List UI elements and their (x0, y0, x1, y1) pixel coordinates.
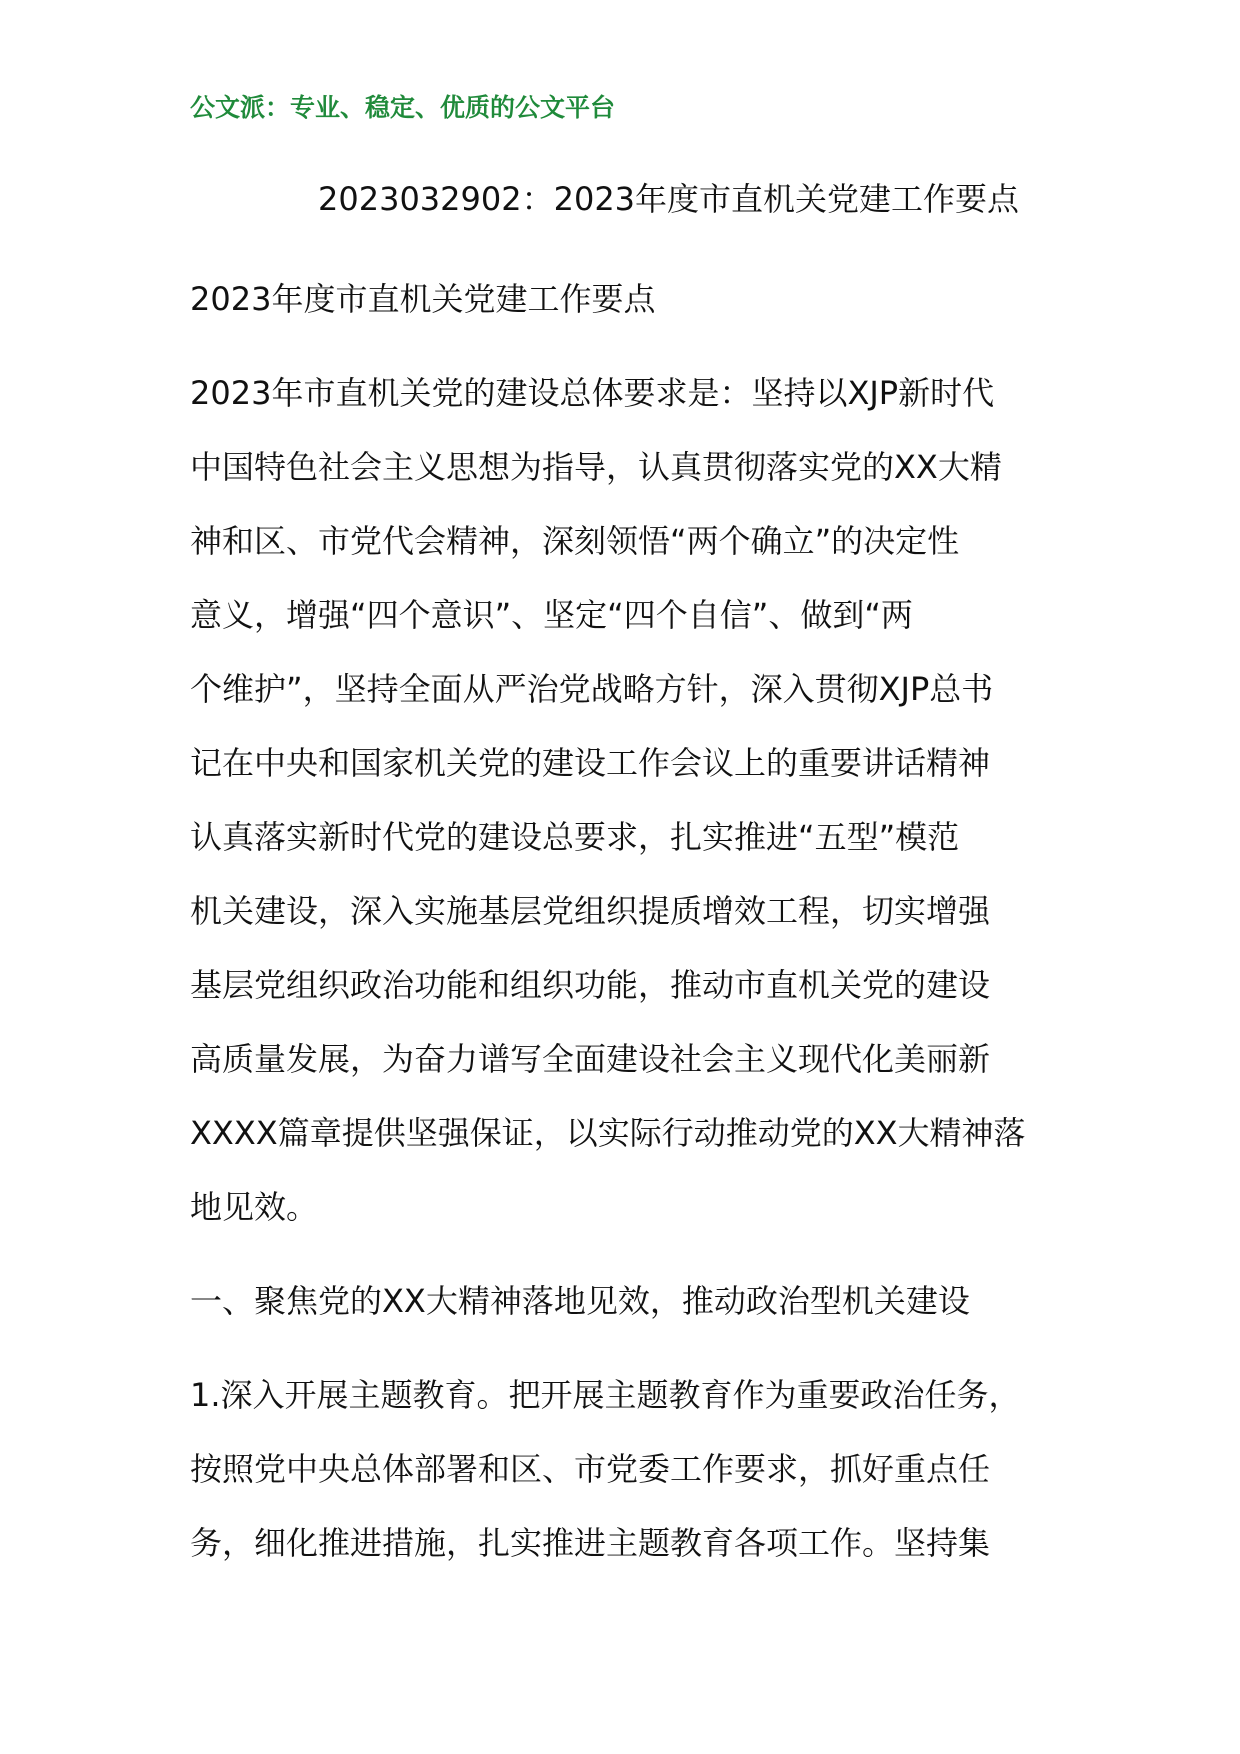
paragraph-line: 中国特色社会主义思想为指导，认真贯彻落实党的XX大精 (190, 448, 1002, 486)
paragraph-line: 记在中央和国家机关党的建设工作会议上的重要讲话精神 (190, 744, 991, 782)
paragraph-line: 神和区、市党代会精神，深刻领悟“两个确立”的决定性 (190, 522, 960, 560)
paragraph-gap (190, 1338, 1060, 1358)
document-body (190, 262, 1060, 1580)
paragraph-line: 个维护”，坚持全面从严治党战略方针，深入贯彻XJP总书 (190, 670, 994, 708)
paragraph-line: 意义，增强“四个意识”、坚定“四个自信”、做到“两 (190, 596, 913, 634)
paragraph-line: 务，细化推进措施，扎实推进主题教育各项工作。坚持集 (190, 1524, 991, 1562)
paragraph-line: 认真落实新时代党的建设总要求，扎实推进“五型”模范 (190, 818, 960, 856)
brand-header: 公文派：专业、稳定、优质的公文平台 (190, 93, 616, 122)
paragraph-2 (190, 1358, 1060, 1580)
section-heading: 一、聚焦党的XX大精神落地见效，推动政治型机关建设 (190, 1282, 970, 1320)
document-subtitle: 2023年度市直机关党建工作要点 (190, 280, 656, 318)
paragraph-line: 机关建设，深入实施基层党组织提质增效工程，切实增强 (190, 892, 991, 930)
paragraph-line: 2023年市直机关党的建设总体要求是：坚持以XJP新时代 (190, 374, 995, 412)
paragraph-gap (190, 1244, 1060, 1264)
paragraph-line: 1.深入开展主题教育。把开展主题教育作为重要政治任务， (190, 1376, 1021, 1414)
document-title: 2023032902：2023年度市直机关党建工作要点 (318, 180, 1020, 218)
paragraph-gap (190, 336, 1060, 356)
paragraph-line: 高质量发展，为奋力谱写全面建设社会主义现代化美丽新 (190, 1040, 991, 1078)
paragraph-line: XXXX篇章提供坚强保证，以实际行动推动党的XX大精神落 (190, 1114, 1026, 1152)
paragraph-line: 地见效。 (190, 1188, 319, 1226)
paragraph-line: 基层党组织政治功能和组织功能，推动市直机关党的建设 (190, 966, 991, 1004)
paragraph-line: 按照党中央总体部署和区、市党委工作要求，抓好重点任 (190, 1450, 991, 1488)
paragraph-1 (190, 356, 1060, 1244)
